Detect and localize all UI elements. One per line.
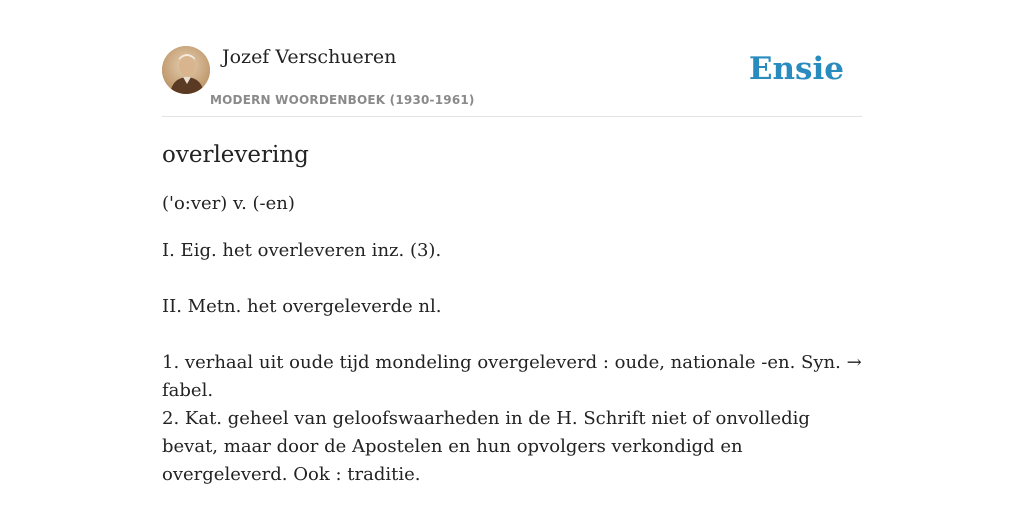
author-name[interactable]: Jozef Verschueren — [222, 46, 397, 68]
entry-content — [162, 138, 862, 489]
headword: overlevering — [162, 142, 309, 168]
definition-line: 2. Kat. geheel van geloofswaarheden in de H. Schrift niet of onvolledig bevat, maar door de Apostelen en hun opvolgers verkondigd en overgeleverd. Ook : traditie. — [162, 408, 810, 485]
grammar-info: ('o:ver) v. (-en) — [162, 193, 295, 214]
source-label[interactable]: MODERN WOORDENBOEK (1930-1961) — [210, 93, 475, 107]
definitions — [162, 237, 862, 489]
definition-line: II. Metn. het overgeleverde nl. — [162, 296, 442, 317]
definition-line: I. Eig. het overleveren inz. (3). — [162, 240, 442, 261]
author-avatar[interactable] — [162, 46, 210, 94]
portrait-icon — [162, 46, 210, 94]
brand-logo[interactable]: Ensie — [748, 51, 844, 87]
header — [162, 46, 862, 117]
definition-line: 1. verhaal uit oude tijd mondeling overgeleverd : oude, nationale -en. Syn. → fabel. — [162, 352, 862, 401]
